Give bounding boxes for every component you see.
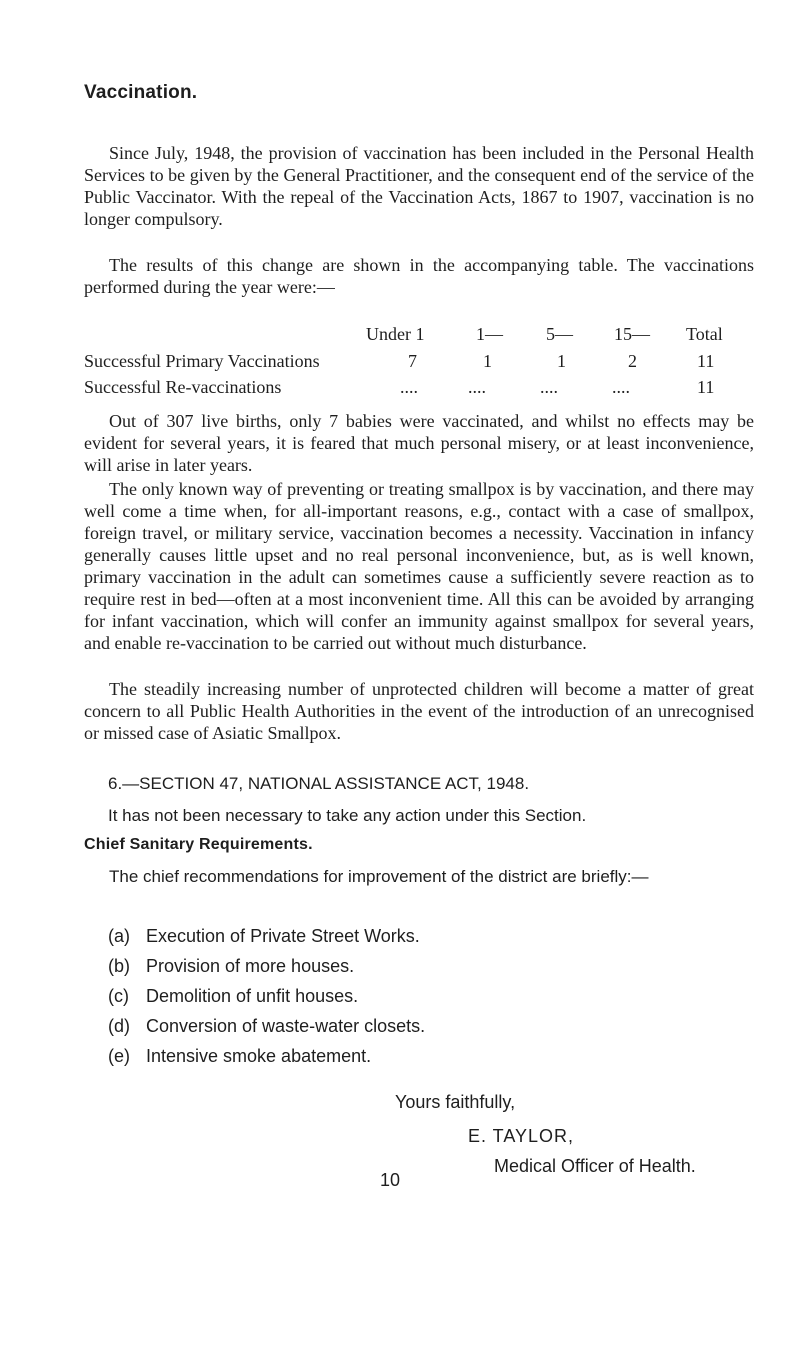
chief-requirements-intro: The chief recommendations for improvement of the district are briefly:— [109, 867, 649, 886]
list-item [108, 1016, 425, 1037]
table-cell: .... [468, 377, 486, 397]
paragraph-3: Out of 307 live births, only 7 babies were vaccinated, and whilst no effects may be evident for several years, it is feared that much personal misery, or at least inconvenience, will arise in later years. [84, 411, 754, 475]
signature-title: Medical Officer of Health. [494, 1156, 696, 1176]
table-cell: 11 [697, 351, 715, 371]
paragraph-2: The results of this change are shown in the accompanying table. The vaccinations performed during the year were:— [84, 255, 754, 297]
list-text: Provision of more houses. [146, 956, 355, 976]
table-header-1: 1— [476, 324, 503, 344]
table-row-label: Successful Primary Vaccinations [84, 351, 320, 371]
table-header-5: 5— [546, 324, 573, 344]
list-marker: (e) [108, 1046, 130, 1066]
page-number: 10 [380, 1170, 401, 1190]
table-header-total: Total [686, 324, 723, 344]
table-header-under1: Under 1 [366, 324, 425, 344]
table-row-label: Successful Re-vaccinations [84, 377, 282, 397]
paragraph-4: The only known way of preventing or treating smallpox is by vaccination, and there may well come a time when, for all-important reasons, e.g., contact with a case of smallpox, foreign travel, or military service, vaccination becomes a necessity. Vaccination in infancy generally causes little upset and no real personal inconvenience, but, as is well known, primary vaccination in the adult can sometimes cause a sufficiently severe reaction as to require rest in bed—often at a most inconvenient time. All this can be avoided by arranging for infant vaccination, which will confer an immunity against smallpox for several years, and enable re-vaccination to be carried out without much disturbance. [84, 479, 754, 653]
paragraph-1: Since July, 1948, the provision of vaccination has been included in the Personal Health Services to be given by the General Practitioner, and the consequent end of the service of the Public Vaccinator. With the repeal of the Vaccination Acts, 1867 to 1907, vaccination is no longer compulsory. [84, 143, 754, 229]
list-text: Execution of Private Street Works. [146, 926, 420, 946]
list-text: Demolition of unfit houses. [146, 986, 359, 1006]
table-cell: 11 [697, 377, 715, 397]
list-text: Conversion of waste-water closets. [146, 1016, 426, 1036]
table-cell: .... [400, 377, 418, 397]
list-text: Intensive smoke abatement. [146, 1046, 372, 1066]
table-cell: .... [612, 377, 630, 397]
paragraph-5: The steadily increasing number of unprotected children will become a matter of great concern to all Public Health Authorities in the event of the introduction of an unrecognised or missed case of Asiatic Smallpox. [84, 679, 754, 743]
chief-requirements-heading: Chief Sanitary Requirements. [84, 836, 313, 853]
section-6-text: It has not been necessary to take any action under this Section. [108, 806, 587, 825]
list-marker: (b) [108, 956, 130, 976]
table-cell: 1 [557, 351, 566, 371]
list-marker: (d) [108, 1016, 130, 1036]
list-item [108, 926, 420, 947]
section-6-title: 6.—SECTION 47, NATIONAL ASSISTANCE ACT, 1948. [108, 774, 530, 793]
list-marker: (a) [108, 926, 130, 946]
table-header-15: 15— [614, 324, 650, 344]
list-item [108, 956, 354, 977]
list-item [108, 1046, 371, 1067]
table-cell: .... [540, 377, 558, 397]
table-cell: 1 [483, 351, 492, 371]
table-cell: 7 [408, 351, 417, 371]
section-heading-vaccination: Vaccination. [84, 82, 198, 103]
list-item [108, 986, 358, 1007]
list-marker: (c) [108, 986, 129, 1006]
table-cell: 2 [628, 351, 637, 371]
signature-name: E. TAYLOR, [468, 1126, 575, 1146]
signature-closing: Yours faithfully, [395, 1092, 516, 1112]
